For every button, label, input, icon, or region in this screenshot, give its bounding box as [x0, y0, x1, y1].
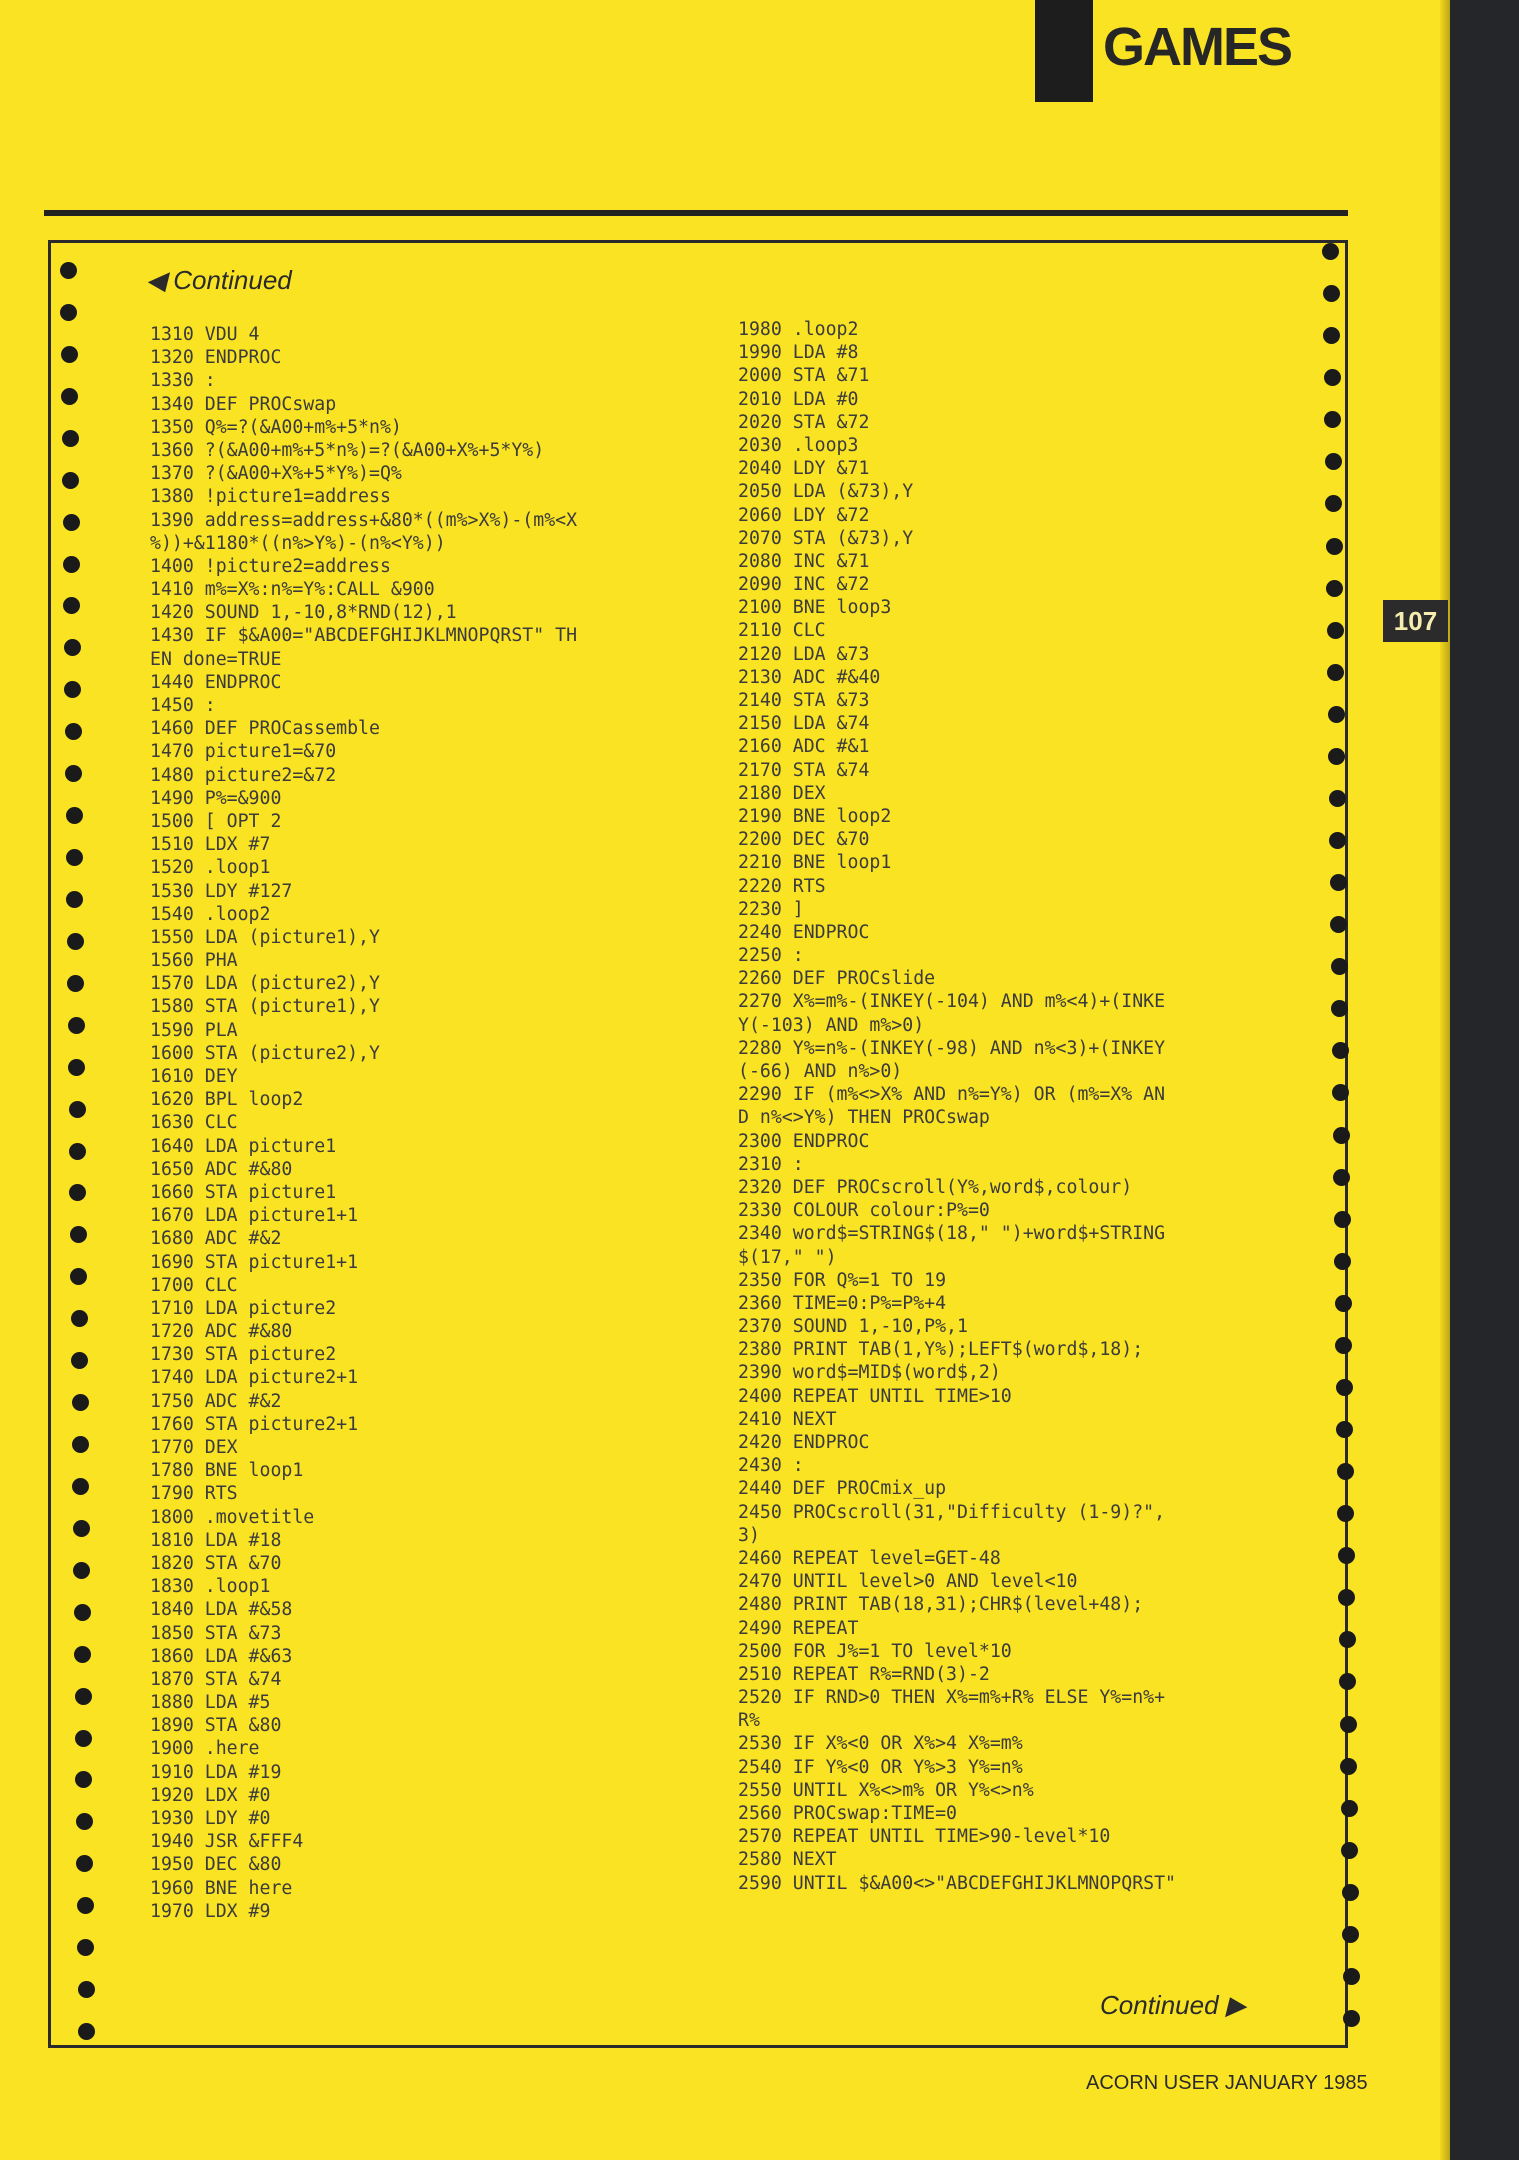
code-line: 1470 picture1=&70 — [150, 741, 337, 763]
code-line: 1490 P%=&900 — [150, 787, 282, 809]
feed-hole — [1337, 1505, 1354, 1522]
code-line: 2090 INC &72 — [738, 574, 870, 596]
code-line: 1400 !picture2=address — [150, 555, 391, 577]
publication-footer: ACORN USER JANUARY 1985 — [1086, 2072, 1368, 2094]
code-line: EN done=TRUE — [150, 648, 282, 670]
feed-hole — [61, 388, 78, 405]
code-line: 1640 LDA picture1 — [150, 1135, 337, 1157]
code-line: 1610 DEY — [150, 1066, 238, 1087]
code-line: 1590 PLA — [150, 1019, 238, 1041]
code-line: 2320 DEF PROCscroll(Y%,word$,colour) — [738, 1176, 1133, 1198]
code-line: 1950 DEC &80 — [150, 1854, 282, 1876]
feed-hole — [62, 472, 79, 489]
feed-hole — [74, 1646, 91, 1663]
feed-hole — [1337, 1463, 1354, 1480]
feed-hole — [75, 1730, 92, 1747]
feed-hole — [69, 1143, 86, 1160]
code-line: 2100 BNE loop3 — [738, 597, 892, 619]
feed-hole — [73, 1562, 90, 1579]
code-line: 1780 BNE loop1 — [150, 1460, 304, 1482]
feed-hole — [1327, 622, 1344, 639]
code-line: 2040 LDY &71 — [738, 458, 870, 480]
feed-hole — [61, 346, 78, 363]
feed-hole — [1336, 1379, 1353, 1396]
code-line: 2530 IF X%<0 OR X%>4 X%=m% — [738, 1733, 1023, 1755]
feed-hole — [74, 1604, 91, 1621]
code-line: 1550 LDA (picture1),Y — [150, 926, 380, 948]
code-line: 2240 ENDPROC — [738, 921, 870, 943]
code-line: 1800 .movetitle — [150, 1506, 315, 1528]
code-line: 1750 ADC #&2 — [150, 1390, 282, 1412]
code-line: 2550 UNTIL X%<>m% OR Y%<>n% — [738, 1779, 1034, 1801]
page-edge — [1440, 0, 1450, 2160]
feed-hole — [1336, 1421, 1353, 1438]
code-line: 2390 word$=MID$(word$,2) — [738, 1362, 1001, 1384]
code-line: 2570 REPEAT UNTIL TIME>90-level*10 — [738, 1826, 1111, 1848]
feed-hole — [1340, 1716, 1357, 1733]
code-line: 2160 ADC #&1 — [738, 736, 870, 758]
code-line: 1410 m%=X%:n%=Y%:CALL &900 — [150, 579, 435, 601]
code-line: 1320 ENDPROC — [150, 347, 282, 369]
continued-from-label: ◀ Continued — [146, 265, 292, 295]
code-line: 2340 word$=STRING$(18," ")+word$+STRING — [738, 1223, 1166, 1245]
code-line: 1720 ADC #&80 — [150, 1321, 293, 1343]
code-line: 1330 : — [150, 370, 216, 392]
code-line: 1920 LDX #0 — [150, 1784, 271, 1806]
feed-hole — [1328, 706, 1345, 723]
code-line: 2110 CLC — [738, 620, 826, 642]
code-line: 1530 LDY #127 — [150, 880, 293, 902]
code-line: 2440 DEF PROCmix_up — [738, 1478, 947, 1500]
code-line: 2000 STA &71 — [738, 365, 870, 387]
feed-hole — [78, 1981, 95, 1998]
feed-hole — [1329, 790, 1346, 807]
feed-hole — [1334, 1253, 1351, 1270]
code-line: 1760 STA picture2+1 — [150, 1413, 359, 1435]
feed-hole — [63, 556, 80, 573]
code-line: 1850 STA &73 — [150, 1622, 282, 1644]
code-line: 2350 FOR Q%=1 TO 19 — [738, 1269, 947, 1291]
code-line: 2300 ENDPROC — [738, 1130, 870, 1152]
code-line: 2120 LDA &73 — [738, 643, 870, 665]
code-line: 2470 UNTIL level>0 AND level<10 — [738, 1571, 1078, 1593]
code-line: 2410 NEXT — [738, 1408, 837, 1430]
code-line: 1740 LDA picture2+1 — [150, 1367, 359, 1389]
code-line: 1790 RTS — [150, 1483, 238, 1505]
code-line: 1570 LDA (picture2),Y — [150, 973, 380, 995]
feed-hole — [1333, 1169, 1350, 1186]
code-line: 2050 LDA (&73),Y — [738, 481, 914, 503]
section-title: GAMES — [1103, 17, 1292, 77]
code-line: 2360 TIME=0:P%=P%+4 — [738, 1292, 947, 1314]
feed-hole — [1343, 1968, 1360, 1985]
feed-hole — [68, 1017, 85, 1034]
code-line: 1910 LDA #19 — [150, 1761, 282, 1783]
code-line: 2130 ADC #&40 — [738, 666, 881, 688]
feed-hole — [1330, 916, 1347, 933]
code-line: D n%<>Y%) THEN PROCswap — [738, 1107, 990, 1129]
feed-hole — [1327, 664, 1344, 681]
feed-hole — [67, 933, 84, 950]
code-line: 1840 LDA #&58 — [150, 1599, 293, 1621]
code-line: 1500 [ OPT 2 — [150, 810, 282, 832]
code-line: 2020 STA &72 — [738, 411, 870, 433]
code-line: 2180 DEX — [738, 782, 826, 804]
code-line: 2560 PROCswap:TIME=0 — [738, 1803, 957, 1824]
feed-hole — [66, 849, 83, 866]
feed-hole — [1341, 1842, 1358, 1859]
feed-hole — [1339, 1631, 1356, 1648]
code-line: 2010 LDA #0 — [738, 388, 859, 410]
code-line: 2080 INC &71 — [738, 550, 870, 572]
code-line: 2400 REPEAT UNTIL TIME>10 — [738, 1385, 1012, 1407]
code-line: 2210 BNE loop1 — [738, 852, 892, 874]
code-line: 2150 LDA &74 — [738, 713, 870, 735]
code-listing-right-column — [738, 318, 1176, 1895]
code-line: 1480 picture2=&72 — [150, 764, 337, 786]
code-line: 1890 STA &80 — [150, 1715, 282, 1737]
code-line: 1600 STA (picture2),Y — [150, 1042, 380, 1064]
section-marker-bar — [1035, 0, 1093, 102]
code-line: 1430 IF $&A00="ABCDEFGHIJKLMNOPQRST" TH — [150, 625, 578, 647]
code-line: 1370 ?(&A00+X%+5*Y%)=Q% — [150, 463, 402, 485]
code-line: 2030 .loop3 — [738, 434, 859, 456]
feed-hole — [1323, 327, 1340, 344]
code-line: 1710 LDA picture2 — [150, 1297, 337, 1319]
code-line: 1690 STA picture1+1 — [150, 1251, 359, 1273]
code-line: 1350 Q%=?(&A00+m%+5*n%) — [150, 416, 402, 438]
code-line: 2590 UNTIL $&A00<>"ABCDEFGHIJKLMNOPQRST" — [738, 1872, 1176, 1894]
feed-hole — [1325, 453, 1342, 470]
feed-hole — [75, 1688, 92, 1705]
code-line: 2220 RTS — [738, 875, 826, 897]
feed-hole — [72, 1394, 89, 1411]
header-rule — [44, 210, 1348, 216]
feed-hole — [1326, 538, 1343, 555]
code-line: 1520 .loop1 — [150, 857, 271, 879]
feed-hole — [1324, 369, 1341, 386]
feed-hole — [62, 430, 79, 447]
feed-hole — [1338, 1547, 1355, 1564]
code-line: 2330 COLOUR colour:P%=0 — [738, 1200, 990, 1222]
feed-hole — [77, 1897, 94, 1914]
code-line: 2290 IF (m%<>X% AND n%=Y%) OR (m%=X% AN — [738, 1084, 1166, 1106]
code-line: 2270 X%=m%-(INKEY(-104) AND m%<4)+(INKE — [738, 991, 1166, 1013]
page-number: 107 — [1383, 600, 1448, 642]
code-line: 1340 DEF PROCswap — [150, 393, 337, 415]
code-line: 2500 FOR J%=1 TO level*10 — [738, 1640, 1012, 1662]
feed-hole — [1332, 1042, 1349, 1059]
code-line: 1960 BNE here — [150, 1877, 293, 1899]
feed-hole — [1341, 1800, 1358, 1817]
feed-hole — [1342, 1926, 1359, 1943]
code-line: 1980 .loop2 — [738, 319, 859, 340]
code-line: R% — [738, 1710, 760, 1732]
code-line: 2580 NEXT — [738, 1849, 837, 1871]
code-line: (-66) AND n%>0) — [738, 1061, 903, 1082]
code-line: 2250 : — [738, 945, 804, 967]
code-line: 1830 .loop1 — [150, 1576, 271, 1598]
code-line: Y(-103) AND m%>0) — [738, 1014, 925, 1036]
feed-hole — [1331, 958, 1348, 975]
feed-hole — [63, 514, 80, 531]
code-line: 1880 LDA #5 — [150, 1692, 271, 1714]
code-line: 1460 DEF PROCassemble — [150, 718, 380, 740]
code-line: 1860 LDA #&63 — [150, 1645, 293, 1667]
feed-hole — [1326, 580, 1343, 597]
code-line: 2480 PRINT TAB(18,31);CHR$(level+48); — [738, 1594, 1144, 1616]
code-line: 2060 LDY &72 — [738, 504, 870, 526]
code-line: 2460 REPEAT level=GET-48 — [738, 1547, 1001, 1569]
code-line: 1390 address=address+&80*((m%>X%)-(m%<X — [150, 509, 578, 531]
feed-hole — [73, 1520, 90, 1537]
code-line: 2450 PROCscroll(31,"Difficulty (1-9)?", — [738, 1501, 1166, 1523]
code-line: 1670 LDA picture1+1 — [150, 1205, 359, 1227]
feed-hole — [1334, 1211, 1351, 1228]
code-line: 2540 IF Y%<0 OR Y%>3 Y%=n% — [738, 1756, 1023, 1778]
code-line: 2200 DEC &70 — [738, 829, 870, 851]
code-line: 1360 ?(&A00+m%+5*n%)=?(&A00+X%+5*Y%) — [150, 439, 545, 461]
code-line: 1580 STA (picture1),Y — [150, 996, 380, 1018]
feed-hole — [1343, 2010, 1360, 2027]
code-line: 1560 PHA — [150, 950, 238, 972]
feed-hole — [71, 1310, 88, 1327]
code-line: 2230 ] — [738, 898, 804, 920]
continued-on-label: Continued ▶ — [1100, 1990, 1246, 2020]
code-line: %))+&1180*((n%>Y%)-(n%<Y%)) — [150, 532, 446, 554]
code-line: 2280 Y%=n%-(INKEY(-98) AND n%<3)+(INKEY — [738, 1037, 1166, 1059]
code-line: 1730 STA picture2 — [150, 1344, 337, 1366]
feed-hole — [72, 1436, 89, 1453]
code-line: 2260 DEF PROCslide — [738, 968, 936, 990]
feed-hole — [1329, 832, 1346, 849]
code-line: 1680 ADC #&2 — [150, 1228, 282, 1250]
code-line: 1940 JSR &FFF4 — [150, 1831, 304, 1853]
code-line: 1990 LDA #8 — [738, 342, 859, 364]
feed-hole — [69, 1101, 86, 1118]
feed-hole — [66, 807, 83, 824]
feed-hole — [60, 262, 77, 279]
feed-hole — [1330, 874, 1347, 891]
code-line: 2310 : — [738, 1153, 804, 1175]
code-line: 2510 REPEAT R%=RND(3)-2 — [738, 1663, 990, 1685]
code-line: 3) — [738, 1524, 760, 1546]
code-line: 2370 SOUND 1,-10,P%,1 — [738, 1316, 968, 1338]
code-line: 1540 .loop2 — [150, 903, 271, 925]
feed-hole — [1340, 1758, 1357, 1775]
code-line: 2070 STA (&73),Y — [738, 527, 914, 549]
code-line: 1970 LDX #9 — [150, 1900, 271, 1922]
feed-hole — [65, 723, 82, 740]
code-line: 2140 STA &73 — [738, 690, 870, 711]
code-line: 2190 BNE loop2 — [738, 805, 892, 827]
code-line: 1380 !picture1=address — [150, 486, 391, 508]
code-line: 2170 STA &74 — [738, 759, 870, 781]
feed-hole — [1335, 1337, 1352, 1354]
code-listing-left-column — [150, 323, 577, 1923]
code-line: $(17," ") — [738, 1246, 837, 1268]
code-line: 1450 : — [150, 695, 216, 716]
feed-hole — [1333, 1127, 1350, 1144]
feed-hole — [67, 975, 84, 992]
feed-hole — [1328, 748, 1345, 765]
code-line: 1650 ADC #&80 — [150, 1158, 293, 1180]
code-line: 2420 ENDPROC — [738, 1432, 870, 1453]
feed-hole — [1342, 1884, 1359, 1901]
feed-hole — [1322, 243, 1339, 260]
code-line: 1660 STA picture1 — [150, 1181, 337, 1203]
code-line: 1510 LDX #7 — [150, 834, 271, 856]
code-line: 1630 CLC — [150, 1112, 238, 1134]
code-line: 1420 SOUND 1,-10,8*RND(12),1 — [150, 602, 457, 624]
code-line: 1440 ENDPROC — [150, 671, 282, 693]
code-line: 1770 DEX — [150, 1437, 238, 1458]
code-line: 2430 : — [738, 1455, 804, 1477]
code-line: 1620 BPL loop2 — [150, 1089, 304, 1111]
feed-hole — [68, 1059, 85, 1076]
code-line: 1700 CLC — [150, 1274, 238, 1296]
code-line: 1930 LDY #0 — [150, 1808, 271, 1829]
feed-hole — [1323, 285, 1340, 302]
code-line: 2380 PRINT TAB(1,Y%);LEFT$(word$,18); — [738, 1339, 1144, 1361]
code-line: 1870 STA &74 — [150, 1668, 282, 1690]
code-line: 2520 IF RND>0 THEN X%=m%+R% ELSE Y%=n%+ — [738, 1687, 1166, 1709]
feed-hole — [78, 2023, 95, 2040]
code-line: 2490 REPEAT — [738, 1617, 859, 1639]
code-line: 1820 STA &70 — [150, 1552, 282, 1574]
code-line: 1310 VDU 4 — [150, 324, 260, 345]
feed-hole — [1335, 1295, 1352, 1312]
code-line: 1900 .here — [150, 1738, 260, 1760]
code-line: 1810 LDA #18 — [150, 1529, 282, 1551]
